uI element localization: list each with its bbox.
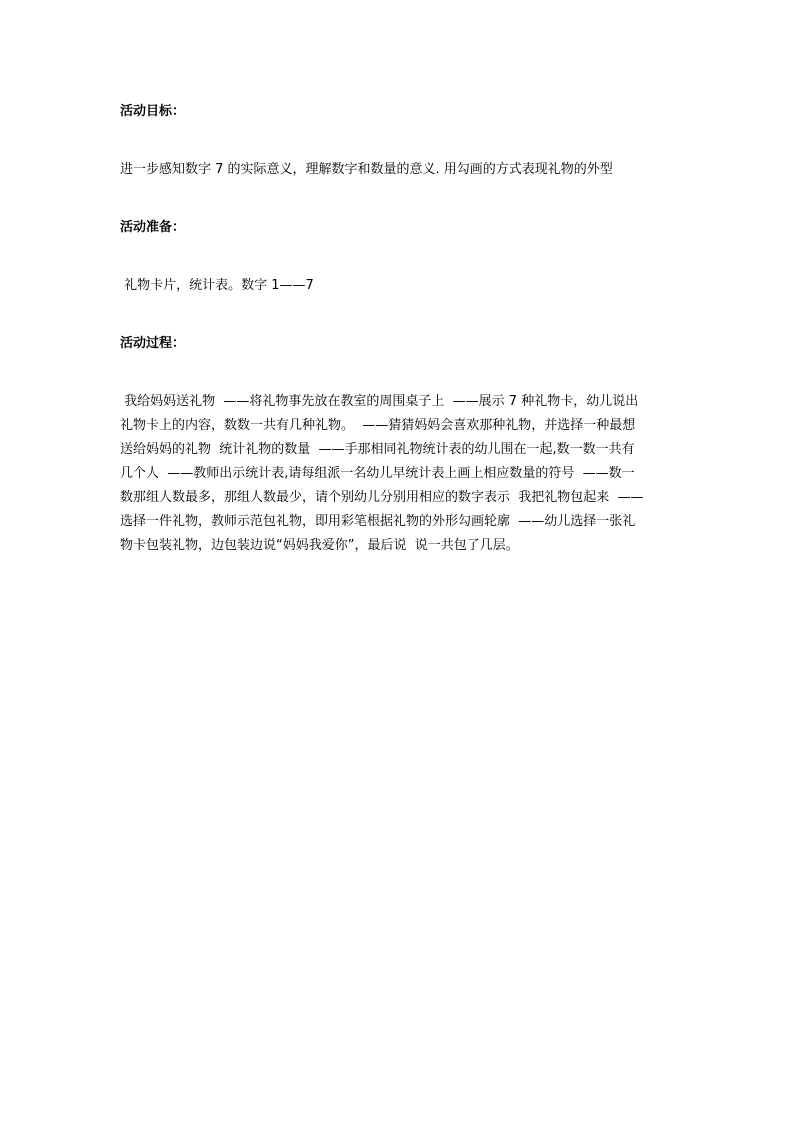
paragraph-line: 进一步感知数字 7 的实际意义，理解数字和数量的意义. 用勾画的方式表现礼物的外型 bbox=[120, 162, 613, 177]
paragraph-line: 几个人 ——教师出示统计表,请每组派一名幼儿早统计表上画上相应数量的符号 ——数一 bbox=[120, 466, 635, 481]
paragraph-line: 送给妈妈的礼物 统计礼物的数量 ——手那相同礼物统计表的幼儿围在一起,数一数一共有 bbox=[120, 442, 635, 457]
section-paragraph-preparation bbox=[120, 274, 680, 298]
section-heading-process: 活动过程： bbox=[120, 336, 186, 351]
paragraph-line: 礼物卡片，统计表。数字 1——7 bbox=[120, 278, 314, 293]
paragraph-line: 礼物卡上的内容，数数一共有几种礼物。 ——猜猜妈妈会喜欢那种礼物，并选择一种最想 bbox=[120, 418, 636, 433]
section-paragraph-process bbox=[120, 390, 680, 558]
paragraph-line: 选择一件礼物，教师示范包礼物，即用彩笔根据礼物的外形勾画轮廓 ——幼儿选择一张礼 bbox=[120, 514, 636, 529]
paragraph-line: 物卡包装礼物，边包装边说“妈妈我爱你”，最后说 说一共包了几层。 bbox=[120, 538, 519, 553]
paragraph-line: 数那组人数最多，那组人数最少，请个别幼儿分别用相应的数字表示 我把礼物包起来 —— bbox=[120, 490, 644, 505]
section-heading-goals: 活动目标： bbox=[120, 104, 186, 119]
document-body bbox=[120, 100, 680, 558]
section-heading-preparation: 活动准备： bbox=[120, 220, 186, 235]
section-paragraph-goals bbox=[120, 158, 680, 182]
paragraph-line: 我给妈妈送礼物 ——将礼物事先放在教室的周围桌子上 ——展示 7 种礼物卡，幼儿说出 bbox=[120, 394, 639, 409]
